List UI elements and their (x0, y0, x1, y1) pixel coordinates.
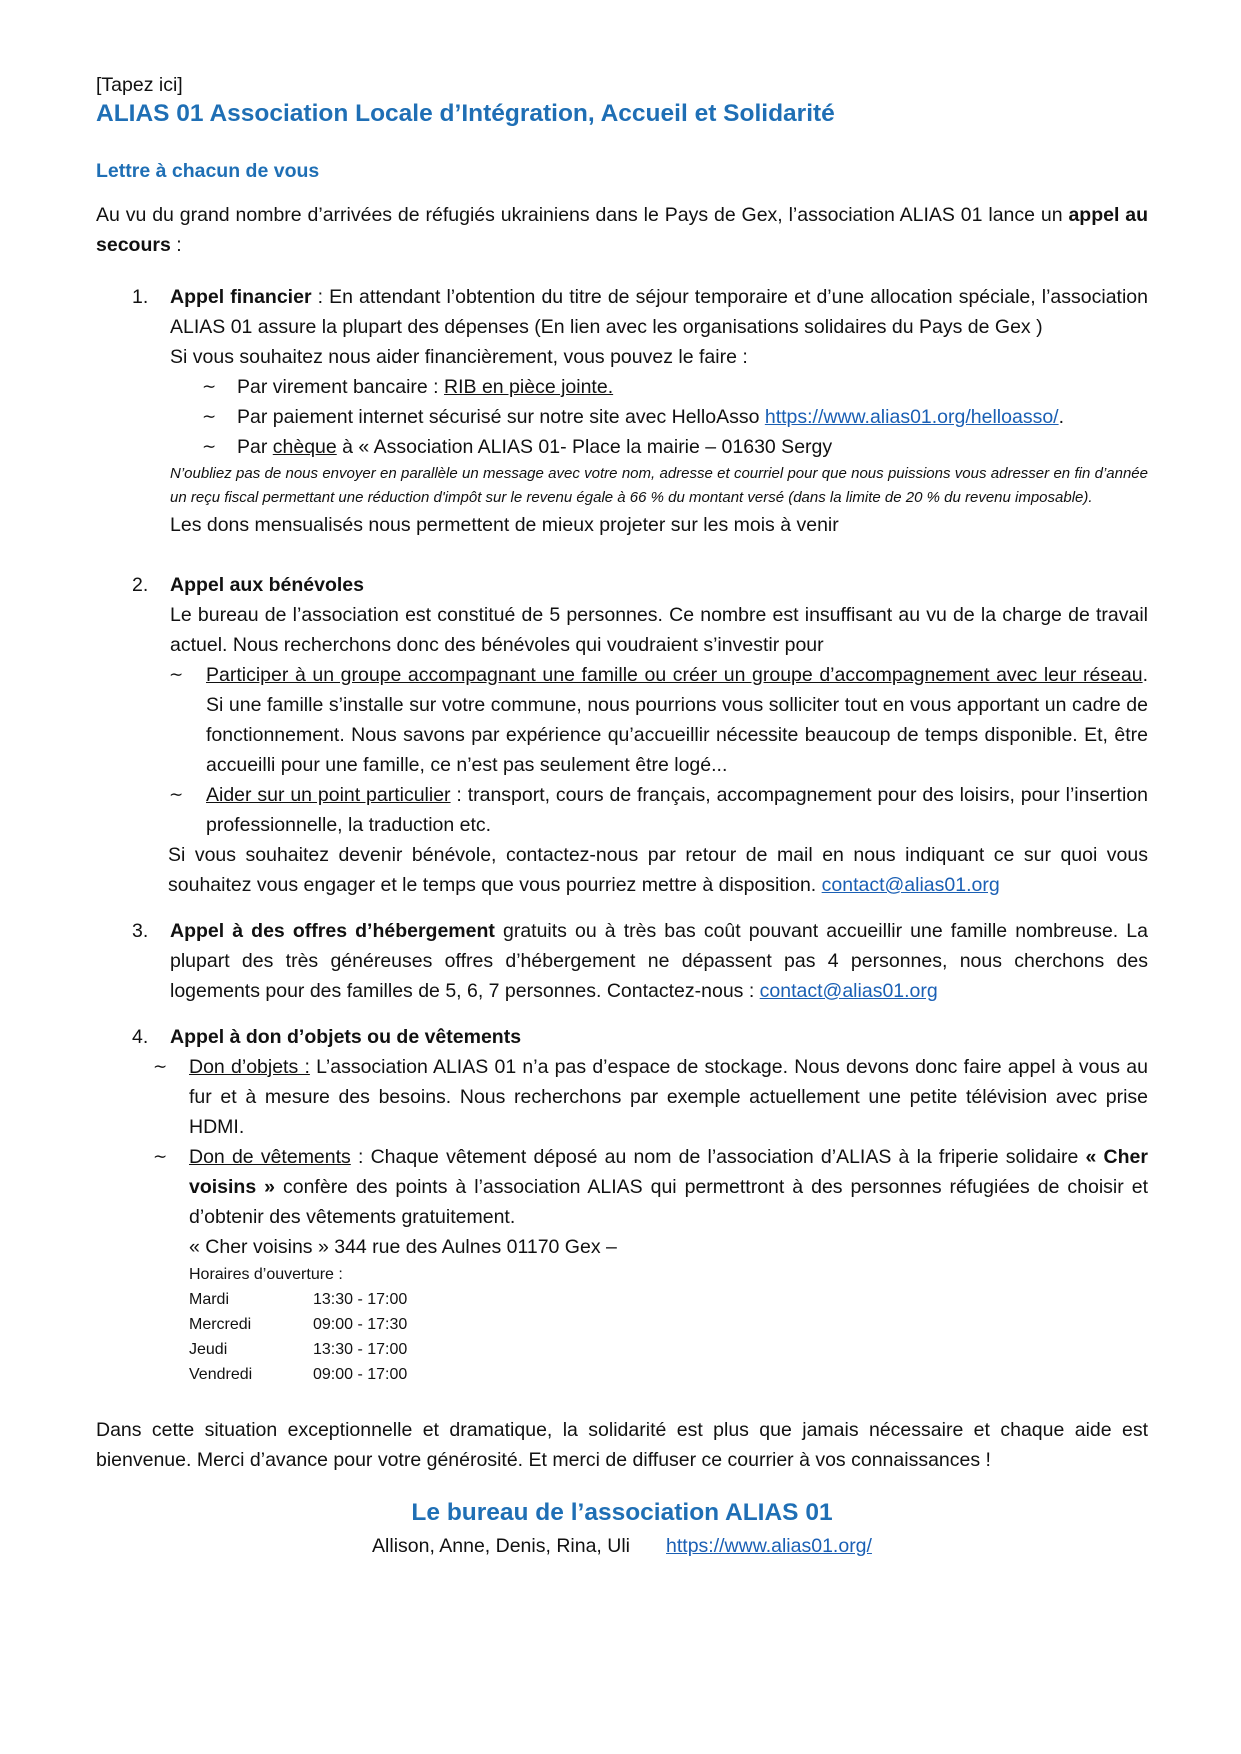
option-underlined: Don de vêtements (189, 1146, 351, 1168)
list-item (170, 372, 1148, 402)
page-title: ALIAS 01 Association Locale d’Intégration, Accueil et Solidarité (96, 100, 835, 127)
list-item (170, 402, 1148, 432)
tilde-bullet-icon: ∼ (202, 407, 217, 427)
section-heading: Appel à des offres d’hébergement (170, 920, 495, 942)
list-number: 1. (132, 286, 149, 308)
option-underlined: Aider sur un point particulier (206, 784, 451, 806)
tilde-bullet-icon: ∼ (202, 437, 217, 457)
option-underlined: Participer à un groupe accompagnant une famille ou créer un groupe d’accompagnement avec leur réseau (206, 664, 1143, 686)
option-text: . (1058, 406, 1065, 428)
volunteers-text: Le bureau de l’association est constitué de 5 personnes. Ce nombre est insuffisant au vu de la charge de travail actuel. Nous recherchons donc des bénévoles qui voudraient s’investir pour (170, 604, 1148, 656)
shop-address: « Cher voisins » 344 rue des Aulnes 01170 Gex – (189, 1236, 617, 1258)
payment-options (170, 372, 1148, 462)
option-text: . Si une famille s’installe sur votre commune, nous pourrions vous solliciter tout en vous apportant un cadre de fonctionnement. Nous savons par expérience qu’accueillir nécessite beaucoup de temps disponible. Et, être accueilli pour une famille, ce n’est pas seulement être logé... (206, 664, 1148, 776)
intro-bold: appel au secours (96, 204, 1149, 256)
section-heading: Appel à don d’objets ou de vêtements (170, 1026, 522, 1048)
appeal-housing (96, 916, 1148, 1006)
appeals-list (96, 282, 1148, 1387)
volunteer-contact (168, 840, 1148, 900)
signature-names: Allison, Anne, Denis, Rina, Uli (372, 1535, 631, 1557)
hours-title: Horaires d’ouverture : (189, 1266, 343, 1283)
table-row (189, 1312, 407, 1337)
table-row (189, 1337, 407, 1362)
contact-email-link[interactable]: contact@alias01.org (821, 874, 1000, 896)
financial-help: Si vous souhaitez nous aider financièrement, vous pouvez le faire : (170, 346, 748, 368)
option-text: Par (237, 436, 273, 458)
hours-day: Vendredi (189, 1366, 253, 1383)
signature-title: Le bureau de l’association ALIAS 01 (411, 1499, 833, 1526)
opening-hours-table (189, 1287, 407, 1387)
placeholder-text: [Tapez ici] (96, 74, 183, 96)
option-text: confère des points à l’association ALIAS qui permettront à des personnes réfugiées de choisir et d’obtenir des vêtements gratuitement. (189, 1176, 1148, 1228)
intro-paragraph (96, 200, 1148, 260)
list-item (170, 660, 1148, 780)
list-item (170, 780, 1148, 840)
website-link[interactable]: https://www.alias01.org/ (666, 1535, 872, 1557)
option-text: L’association ALIAS 01 n’a pas d’espace de stockage. Nous devons donc faire appel à vous au fur et à mesure des besoins. Nous recherchons par exemple actuellement une petite télévision avec prise HDMI. (189, 1056, 1148, 1138)
tilde-bullet-icon: ∼ (169, 785, 184, 805)
monthly-donations: Les dons mensualisés nous permettent de mieux projeter sur les mois à venir (170, 514, 839, 536)
appeal-financial (96, 282, 1148, 540)
list-number: 3. (132, 920, 149, 942)
housing-text (170, 916, 1148, 1006)
list-number: 2. (132, 574, 149, 596)
tilde-bullet-icon: ∼ (202, 377, 217, 397)
section-heading: Appel aux bénévoles (170, 574, 364, 596)
list-number: 4. (132, 1026, 149, 1048)
hours-time: 13:30 - 17:00 (313, 1291, 408, 1308)
cheque-text: chèque (272, 436, 337, 458)
option-text: Par paiement internet sécurisé sur notre site avec HelloAsso (237, 406, 765, 428)
option-text: : Chaque vêtement déposé au nom de l’association d’ALIAS à la friperie solidaire (350, 1146, 1086, 1168)
table-row (189, 1287, 407, 1312)
list-item (110, 1142, 1148, 1387)
hours-time: 09:00 - 17:30 (313, 1316, 408, 1333)
donation-options (110, 1052, 1148, 1387)
hours-day: Mercredi (189, 1316, 252, 1333)
list-item (110, 1052, 1148, 1142)
tilde-bullet-icon: ∼ (153, 1147, 168, 1167)
hours-time: 13:30 - 17:00 (313, 1341, 408, 1358)
option-text: : transport, cours de français, accompagnement pour des loisirs, pour l’insertion professionnelle, la traduction etc. (206, 784, 1148, 836)
letter-subtitle: Lettre à chacun de vous (96, 160, 320, 182)
tilde-bullet-icon: ∼ (169, 665, 184, 685)
option-underlined: Don d’objets : (189, 1056, 310, 1078)
section-heading-line (170, 570, 1148, 600)
intro-tail: : (170, 234, 182, 256)
table-row (189, 1362, 407, 1387)
rib-attachment: RIB en pièce jointe. (444, 376, 614, 398)
option-text: à « Association ALIAS 01- Place la mairie – 01630 Sergy (336, 436, 833, 458)
appeal-donations (96, 1022, 1148, 1387)
list-item (170, 432, 1148, 462)
volunteer-options (170, 660, 1148, 840)
appeal-volunteers (96, 570, 1148, 900)
section-heading: Appel financier (170, 286, 312, 308)
tax-note: N’oubliez pas de nous envoyer en parallèle un message avec votre nom, adresse et courriel pour que nous puissions vous adresser en fin d’année un reçu fiscal permettant une réduction d'impôt sur le revenu égale à 66 % du montant versé (dans la limite de 20 % du revenu imposable). (170, 465, 1148, 506)
financial-intro (170, 282, 1148, 342)
contact-email-link[interactable]: contact@alias01.org (759, 980, 938, 1002)
hours-day: Mardi (189, 1291, 230, 1308)
section-text: : En attendant l’obtention du titre de séjour temporaire et d’une allocation spéciale, l’association ALIAS 01 assure la plupart des dépenses (En lien avec les organisations solidaires du Pays de Gex ) (170, 286, 1148, 338)
hours-day: Jeudi (189, 1341, 228, 1358)
section-text: gratuits ou à très bas coût pouvant accueillir une famille nombreuse. La plupart des très généreuses offres d’hébergement ne dépassent pas 4 personnes, nous cherchons des logements pour des familles de 5, 6, 7 personnes. Contactez-nous : (170, 920, 1148, 1002)
tilde-bullet-icon: ∼ (153, 1057, 168, 1077)
closing-paragraph: Dans cette situation exceptionnelle et dramatique, la solidarité est plus que jamais nécessaire et chaque aide est bienvenue. Merci d’avance pour votre générosité. Et merci de diffuser ce courrier à vos connaissances ! (96, 1419, 1148, 1471)
section-heading-line (170, 1022, 1148, 1052)
hours-time: 09:00 - 17:00 (313, 1366, 408, 1383)
shop-name: « Cher voisins » (189, 1146, 1148, 1198)
letter-page (96, 72, 1148, 1561)
contact-text: Si vous souhaitez devenir bénévole, contactez-nous par retour de mail en nous indiquant ce sur quoi vous souhaitez vous engager et le temps que vous pourriez mettre à disposition. (168, 844, 1148, 896)
intro-text: Au vu du grand nombre d’arrivées de réfugiés ukrainiens dans le Pays de Gex, l’association ALIAS 01 lance un (96, 204, 1069, 226)
helloasso-link[interactable]: https://www.alias01.org/helloasso/ (764, 406, 1059, 428)
signature-line (96, 1531, 1148, 1561)
option-text: Par virement bancaire : (237, 376, 445, 398)
